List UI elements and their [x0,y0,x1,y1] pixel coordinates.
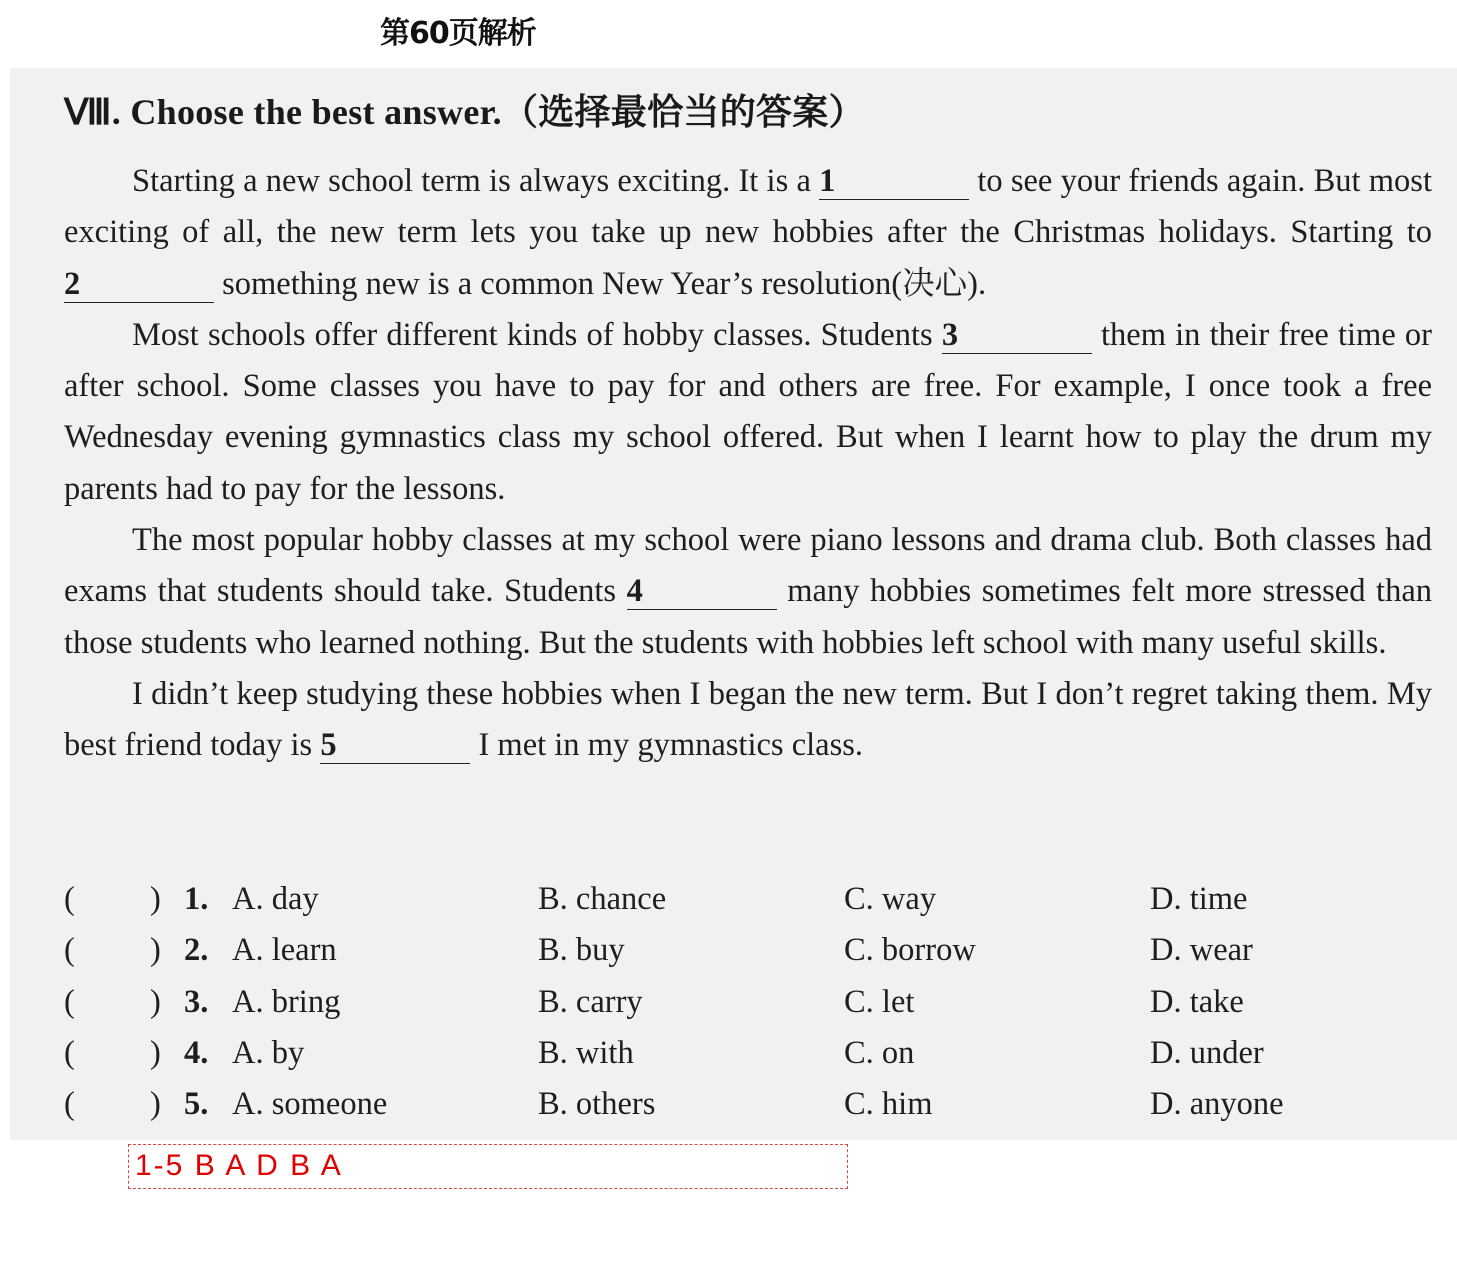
option-d: D. anyone [1150,1086,1284,1123]
blank-2: 2 [64,266,214,303]
question-row-5 [64,1079,1444,1130]
section-numeral: Ⅷ [64,92,112,132]
blank-3: 3 [942,317,1092,354]
page-title: 第60页解析 [380,16,536,51]
answer-paren-left: ( [64,983,75,1020]
option-b: B. carry [538,983,643,1020]
paragraph-text: Starting a new school term is always exciting. It is a [132,163,820,199]
blank-1: 1 [819,163,969,200]
answer-key-text: 1-5 B A D B A [135,1149,343,1182]
question-row-1 [64,874,1444,925]
answer-paren-right: ) [150,983,161,1020]
question-options [64,874,1444,1130]
paragraph-text: I met in my gymnastics class. [470,727,863,764]
option-c: C. let [844,983,915,1020]
section-heading [64,84,865,135]
option-d: D. time [1150,881,1248,917]
option-d: D. take [1150,983,1244,1020]
blank-5: 5 [320,727,470,764]
option-d: D. wear [1150,932,1253,969]
option-b: B. with [538,1034,634,1071]
option-b: B. chance [538,881,667,917]
question-number: 5. [184,1086,209,1123]
answer-paren-right: ) [150,1086,161,1123]
paragraph-text: The most popular hobby classes at my school were piano lessons and drama club. Both classes had exams that students should take. Students [64,522,1432,610]
answer-paren-left: ( [64,1034,75,1071]
paragraph-1 [64,156,1432,310]
option-c: C. borrow [844,932,976,969]
option-b: B. others [538,1086,656,1123]
paragraph-text: many hobbies sometimes felt more stressed than those students who learned nothing. But the students with hobbies left school with many useful skills. [64,573,1432,661]
answer-paren-right: ) [150,932,161,969]
paragraph-text: Most schools offer different kinds of hobby classes. Students [132,316,942,353]
section-heading-text: . Choose the best answer.（选择最恰当的答案） [111,92,865,132]
option-c: C. him [844,1086,933,1123]
paragraph-text: to see your friends again. But most exciting of all, the new term lets you take up new hobbies after the Christmas holidays. Starting to [64,163,1432,251]
question-row-4 [64,1028,1444,1079]
option-c: C. on [844,1034,915,1071]
paragraph-2 [64,310,1432,515]
question-row-3 [64,977,1444,1028]
option-a: A. someone [232,1086,388,1123]
answer-paren-right: ) [150,881,161,917]
paragraph-3 [64,515,1432,669]
option-a: A. by [232,1034,305,1071]
answer-paren-left: ( [64,1086,75,1123]
option-a: A. learn [232,932,337,969]
cloze-passage [64,156,1432,772]
question-number: 3. [184,983,209,1020]
paragraph-4 [64,669,1432,772]
question-number: 1. [184,881,209,917]
paragraph-text: something new is a common New Year’s resolution(决心). [214,265,987,302]
option-d: D. under [1150,1034,1264,1071]
question-row-2 [64,925,1444,976]
paragraph-text: them in their free time or after school. Some classes you have to pay for and others are free. For example, I once took a free Wednesday evening gymnastics class my school offered. But when I learnt how to play the drum my parents had to pay for the lessons. [64,316,1432,507]
answer-paren-left: ( [64,881,75,917]
option-b: B. buy [538,932,625,969]
answer-paren-right: ) [150,1034,161,1071]
option-c: C. way [844,881,937,917]
question-number: 4. [184,1034,209,1071]
option-a: A. day [232,881,319,917]
answer-key-box [128,1144,848,1189]
paragraph-text: I didn’t keep studying these hobbies when I began the new term. But I don’t regret taking them. My best friend today is [64,675,1432,764]
option-a: A. bring [232,983,341,1020]
answer-paren-left: ( [64,932,75,969]
question-number: 2. [184,932,209,969]
blank-4: 4 [627,573,777,610]
